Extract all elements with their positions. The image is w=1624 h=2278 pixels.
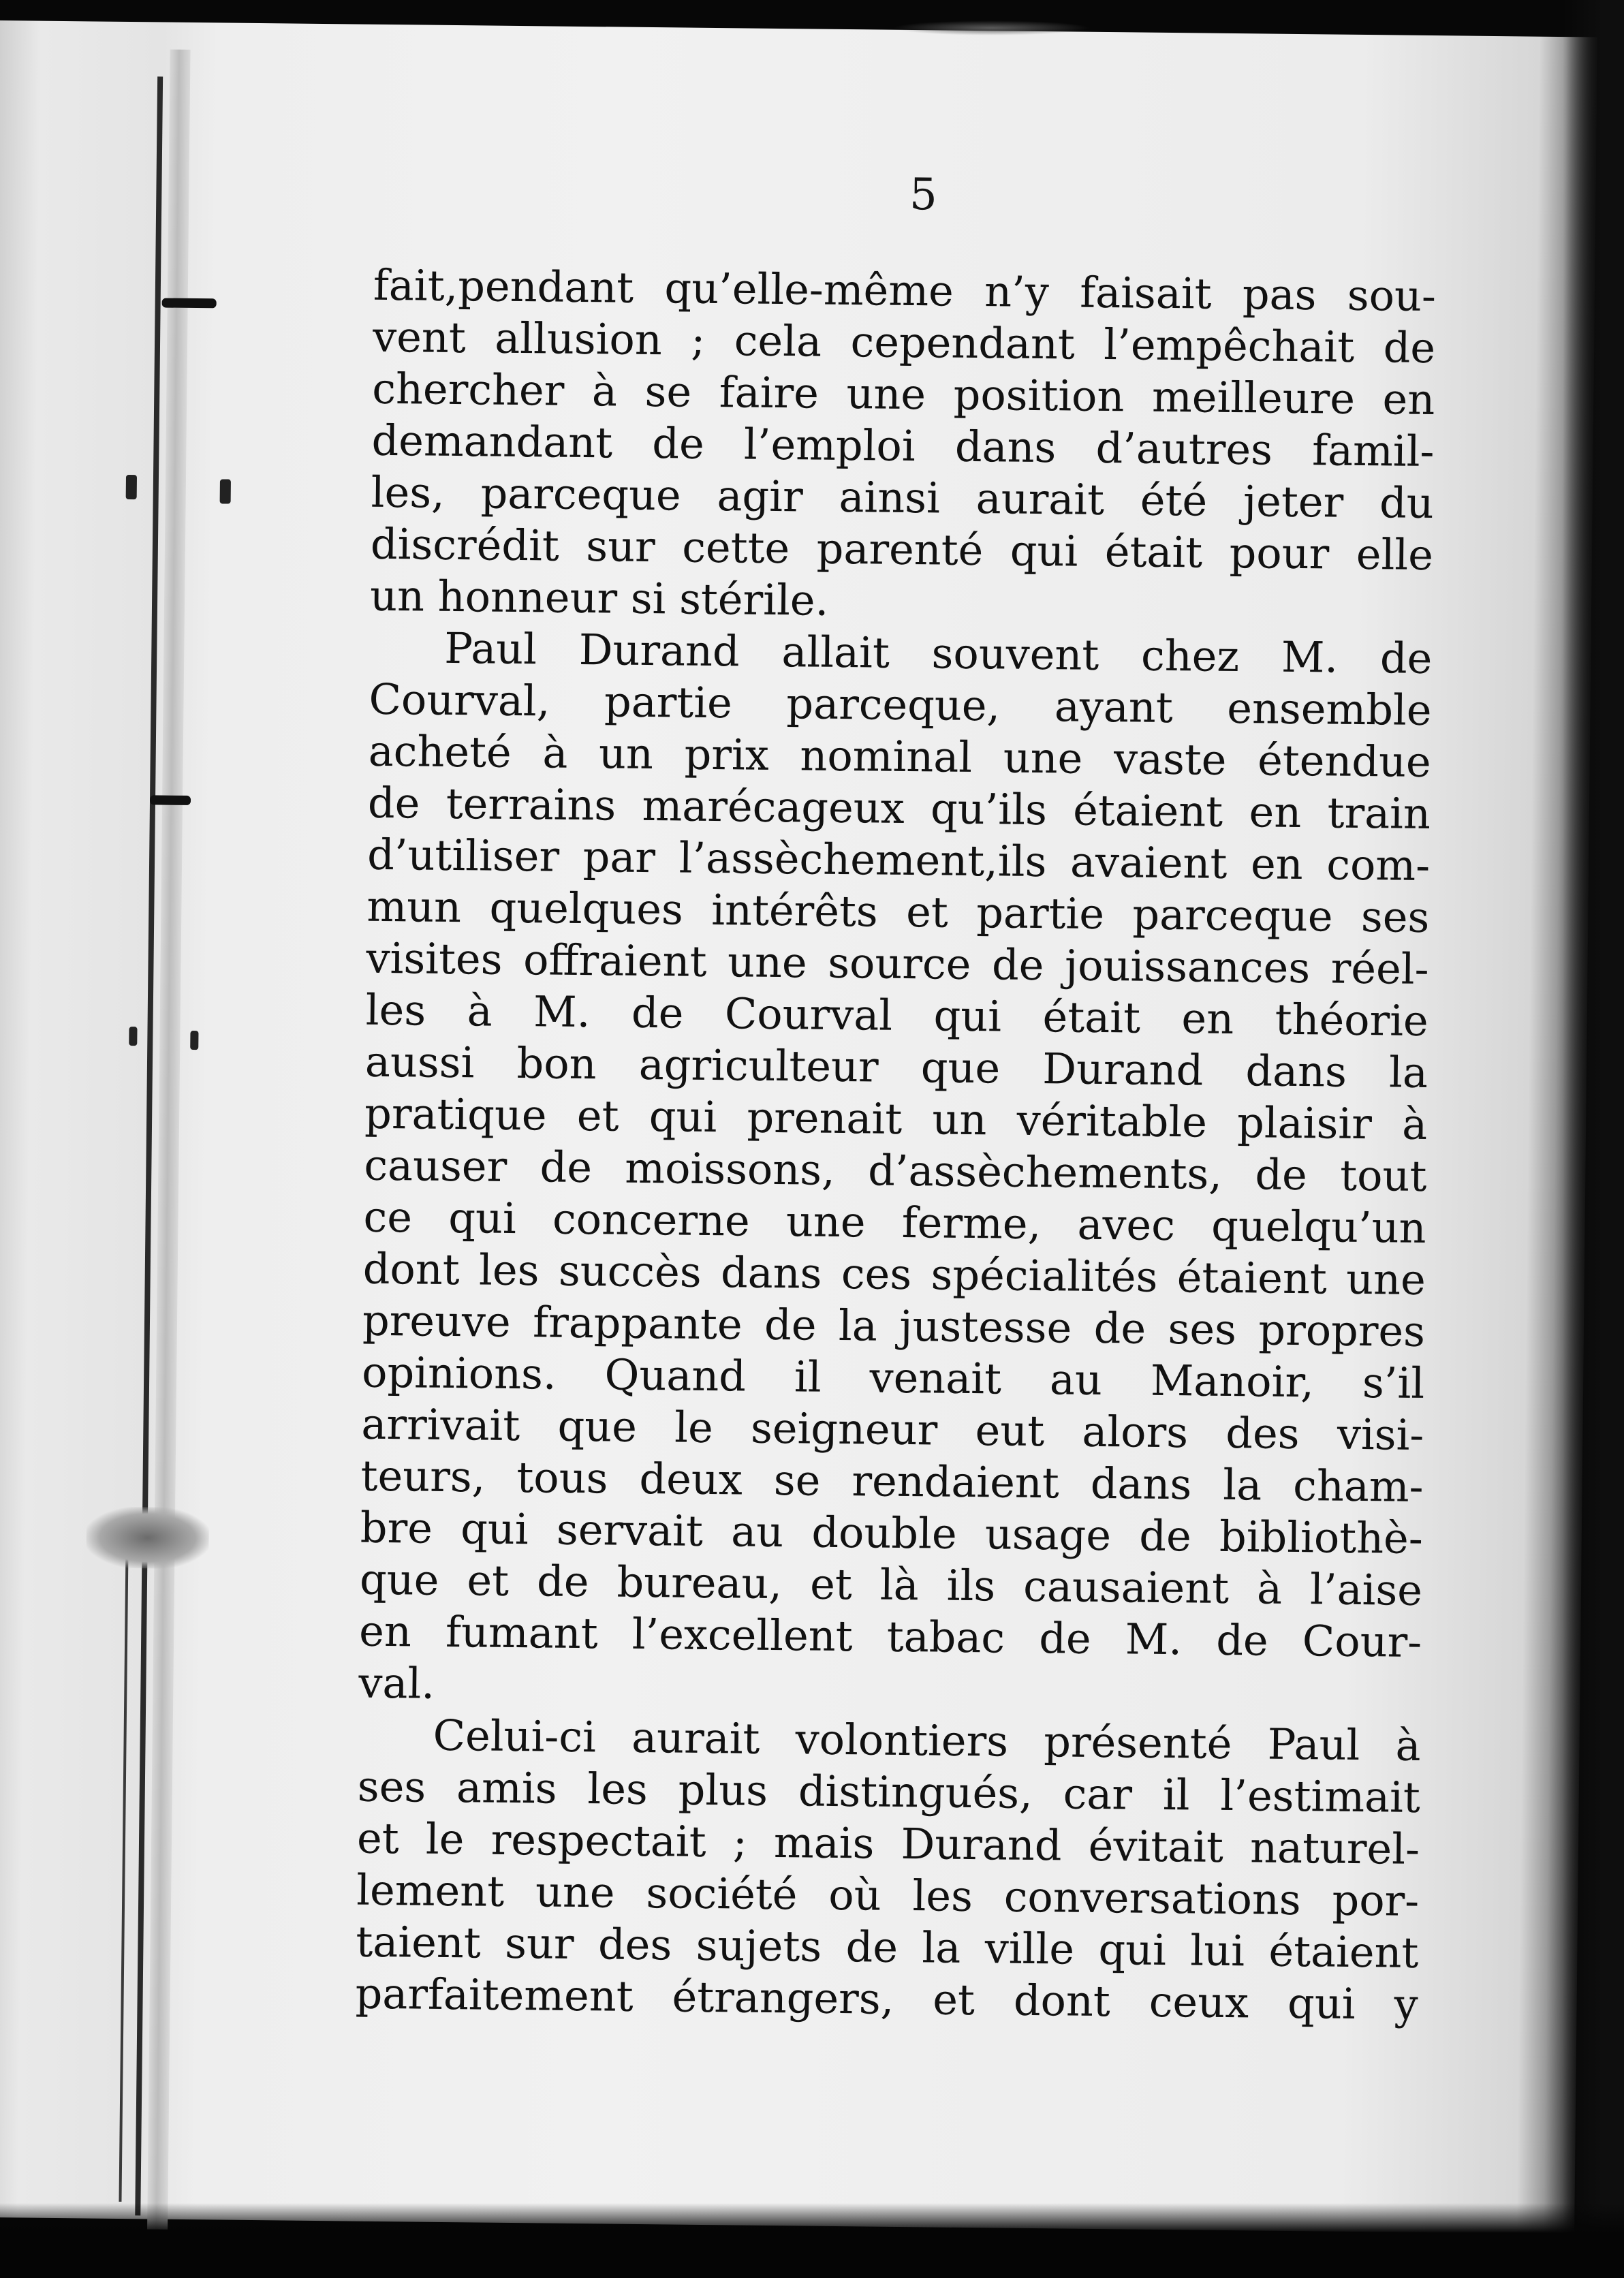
text-line: les, parceque agir ainsi aurait été jeter du: [371, 467, 1435, 529]
body-text: [355, 260, 1436, 2031]
text-line: causer de moissons, d’assèchements, de tout: [364, 1140, 1427, 1202]
text-line: visites offraient une source de jouissances réel-: [366, 933, 1429, 995]
text-line: Courval, partie parceque, ayant ensemble: [369, 674, 1432, 736]
text-line: taient sur des sujets de la ville qui lui étaient: [356, 1916, 1419, 1978]
text-line: les à M. de Courval qui était en théorie: [365, 984, 1429, 1046]
binding-hole: [126, 475, 137, 499]
text-line: aussi bon agriculteur que Durand dans la: [364, 1036, 1428, 1098]
text-line: discrédit sur cette parenté qui était pour elle: [370, 518, 1434, 580]
text-line: parfaitement étrangers, et dont ceux qui y: [355, 1968, 1418, 2029]
text-line: Paul Durand allait souvent chez M. de: [444, 623, 1433, 684]
text-line: que et de bureau, et là ils causaient à l’aise: [359, 1554, 1423, 1615]
text-line: ce qui concerne une ferme, avec quelqu’un: [363, 1191, 1426, 1253]
text-line: Celui-ci aurait volontiers présenté Paul à: [433, 1710, 1421, 1770]
text-line: ses amis les plus distingués, car il l’estimait: [357, 1761, 1421, 1822]
book-page: [0, 20, 1597, 2234]
text-line: un honneur si stérile.: [369, 570, 829, 625]
text-line: acheté à un prix nominal une vaste étendue: [368, 725, 1432, 787]
text-line: bre qui servait au double usage de bibliothè-: [360, 1502, 1424, 1563]
text-line: mun quelques intérêts et partie parceque ses: [366, 881, 1430, 943]
text-line: pratique et qui prenait un véritable plaisir à: [364, 1088, 1428, 1150]
text-line: preuve frappante de la justesse de ses propres: [362, 1295, 1426, 1357]
scan-right-shadow: [1563, 0, 1624, 2278]
page-tear-mark: [86, 1506, 209, 1569]
binding-fold-line-lower: [119, 1520, 128, 2202]
binding-stitch-top: [162, 298, 217, 309]
binding-hole: [190, 1031, 198, 1050]
binding-hole: [129, 1027, 137, 1046]
text-line: dont les succès dans ces spécialités étaient une: [362, 1243, 1426, 1305]
text-line: vent allusion ; cela cependant l’empêchait de: [372, 311, 1436, 373]
scan-bottom-shadow: [0, 2203, 1624, 2278]
text-line: teurs, tous deux se rendaient dans la cham-: [360, 1450, 1424, 1512]
text-line: de terrains marécageux qu’ils étaient en train: [367, 777, 1431, 839]
text-line: d’utiliser par l’assèchement,ils avaient en com-: [366, 829, 1431, 891]
text-line: arrivait que le seigneur eut alors des visi-: [361, 1399, 1424, 1461]
text-line: opinions. Quand il venait au Manoir, s’il: [361, 1347, 1425, 1409]
text-line: en fumant l’excellent tabac de M. de Cour-: [358, 1606, 1422, 1667]
binding-stitch-middle: [150, 795, 191, 805]
text-line: chercher à se faire une position meilleure en: [371, 363, 1435, 425]
text-line: lement une société où les conversations por-: [356, 1864, 1420, 1926]
scan-smudge: [892, 20, 1090, 35]
binding-hole: [220, 479, 231, 503]
text-line: val.: [358, 1657, 435, 1708]
page-number: 5: [909, 169, 938, 221]
text-line: fait,pendant qu’elle-même n’y faisait pas sou-: [373, 260, 1437, 322]
text-line: demandant de l’emploi dans d’autres famil-: [371, 415, 1435, 477]
text-line: et le respectait ; mais Durand évitait naturel-: [356, 1813, 1420, 1874]
